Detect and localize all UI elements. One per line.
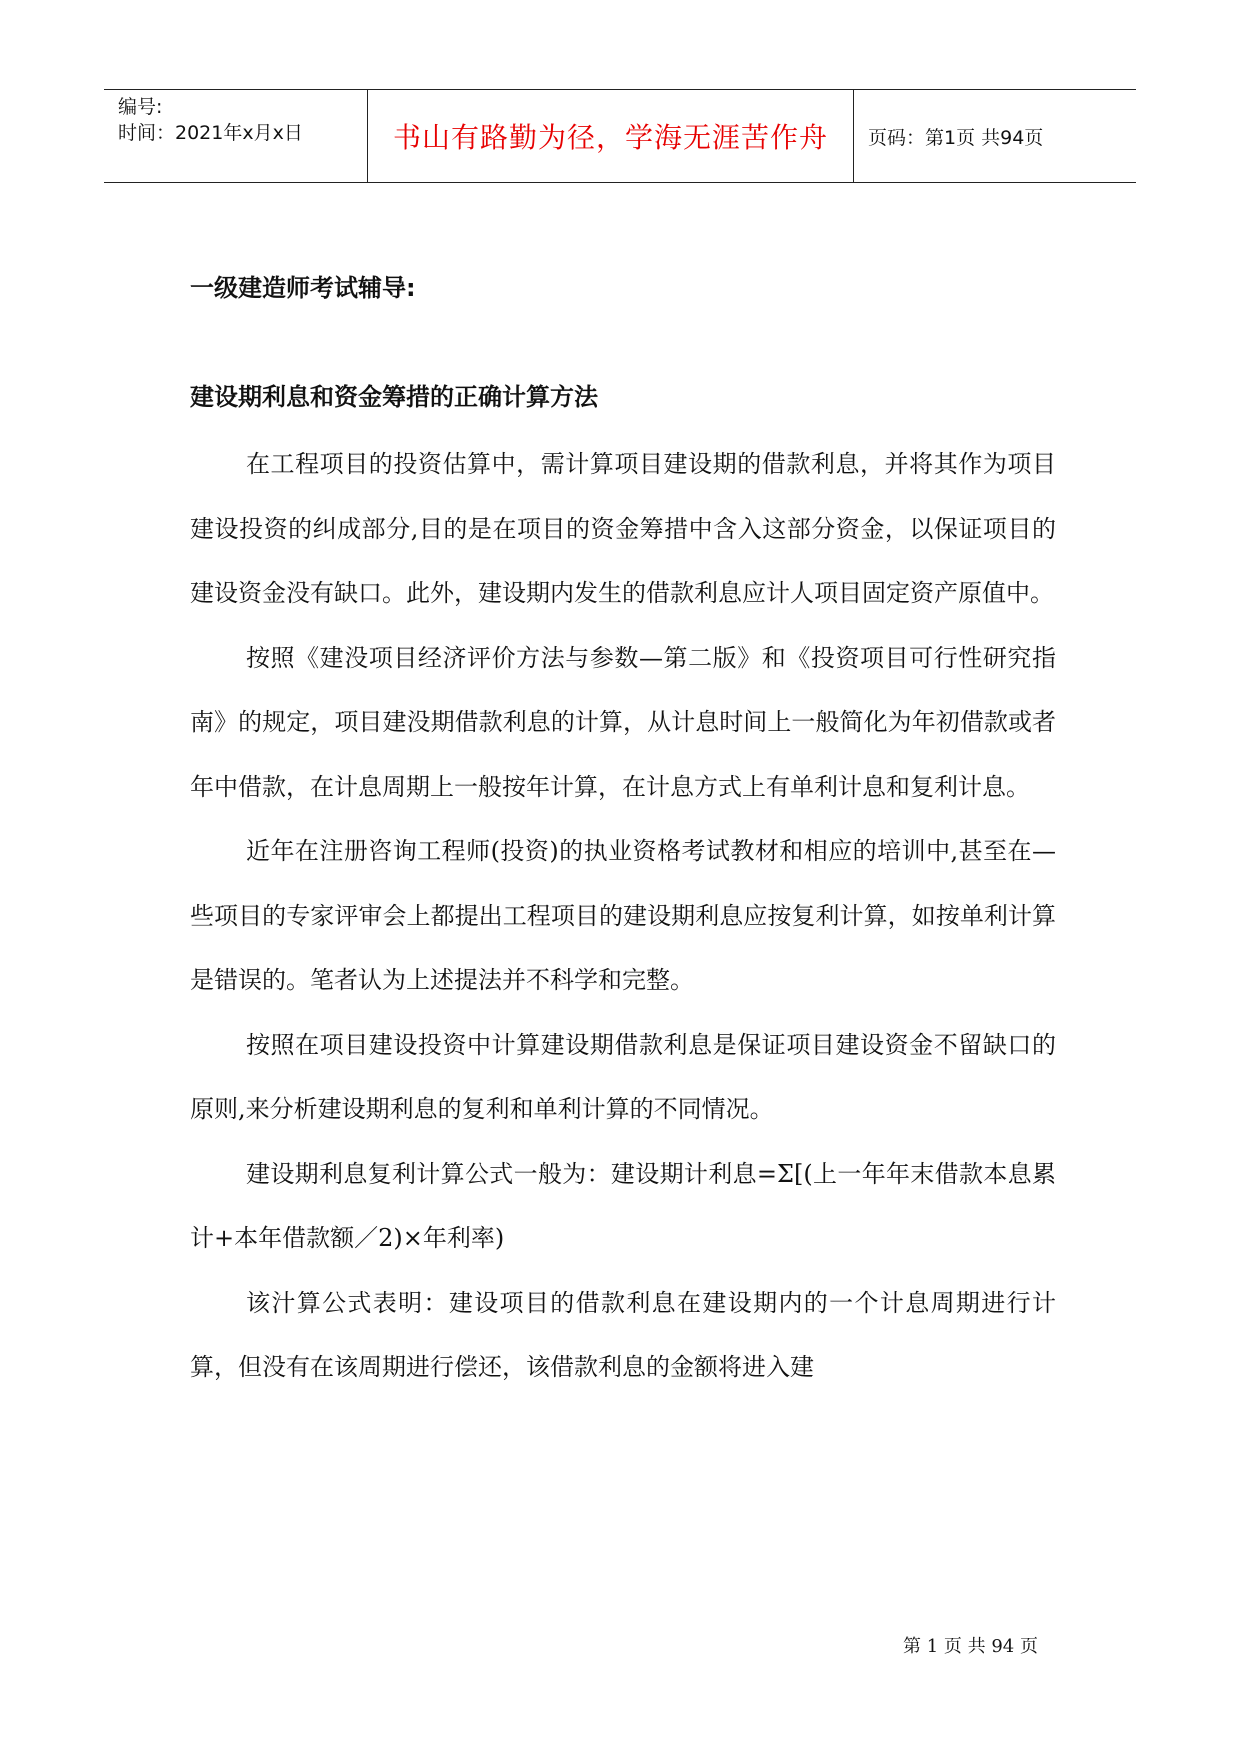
article-body	[190, 432, 1056, 1400]
header-motto-cell	[368, 90, 854, 182]
page-footer: 第 1 页 共 94 页	[903, 1636, 1038, 1657]
document-header	[104, 89, 1136, 183]
paragraph: 近年在注册咨询工程师(投资)的执业资格考试教材和相应的培训中,甚至在—些项目的专家评审会上都提出工程项目的建设期利息应按复利计算，如按单利计算是错误的。笔者认为上述提法并不科学和完整。	[190, 837, 1056, 994]
header-meta-cell	[104, 90, 368, 182]
paragraph: 在工程项目的投资估算中，需计算项目建设期的借款利息，并将其作为项目建设投资的纠成部分,目的是在项目的资金筹措中含入这部分资金，以保证项目的建设资金没有缺口。此外，建设期内发生的借款利息应计人项目固定资产原值中。	[190, 450, 1056, 607]
paragraph: 该汁算公式表明：建设项目的借款利息在建设期内的一个计息周期进行计算，但没有在该周期进行偿还，该借款利息的金额将进入建	[190, 1288, 1056, 1381]
document-time-label: 时间：2021年x月x日	[118, 122, 303, 144]
article-title: 建设期利息和资金筹措的正确计算方法	[190, 383, 598, 411]
document-heading: 一级建造师考试辅导:	[190, 274, 416, 302]
header-page-cell	[854, 90, 1136, 182]
paragraph: 按照《建没项目经济评价方法与参数—第二版》和《投资项目可行性研究指南》的规定，项目建没期借款利息的计算，从计息时间上一般简化为年初借款或者年中借款，在计息周期上一般按年计算，在计息方式上有单利计息和复利计息。	[190, 643, 1056, 801]
paragraph: 按照在项目建设投资中计算建设期借款利息是保证项目建设资金不留缺口的原则,来分析建设期利息的复利和单利计算的不同情况。	[190, 1030, 1056, 1123]
paragraph: 建设期利息复利计算公式一般为：建设期计利息=Σ[(上一年年末借款本息累计+本年借款额／2)×年利率)	[190, 1159, 1056, 1252]
header-page-info: 页码：第1页 共94页	[868, 126, 1044, 149]
header-motto: 书山有路勤为径，学海无涯苦作舟	[392, 121, 828, 154]
document-number-label: 编号:	[118, 96, 163, 118]
